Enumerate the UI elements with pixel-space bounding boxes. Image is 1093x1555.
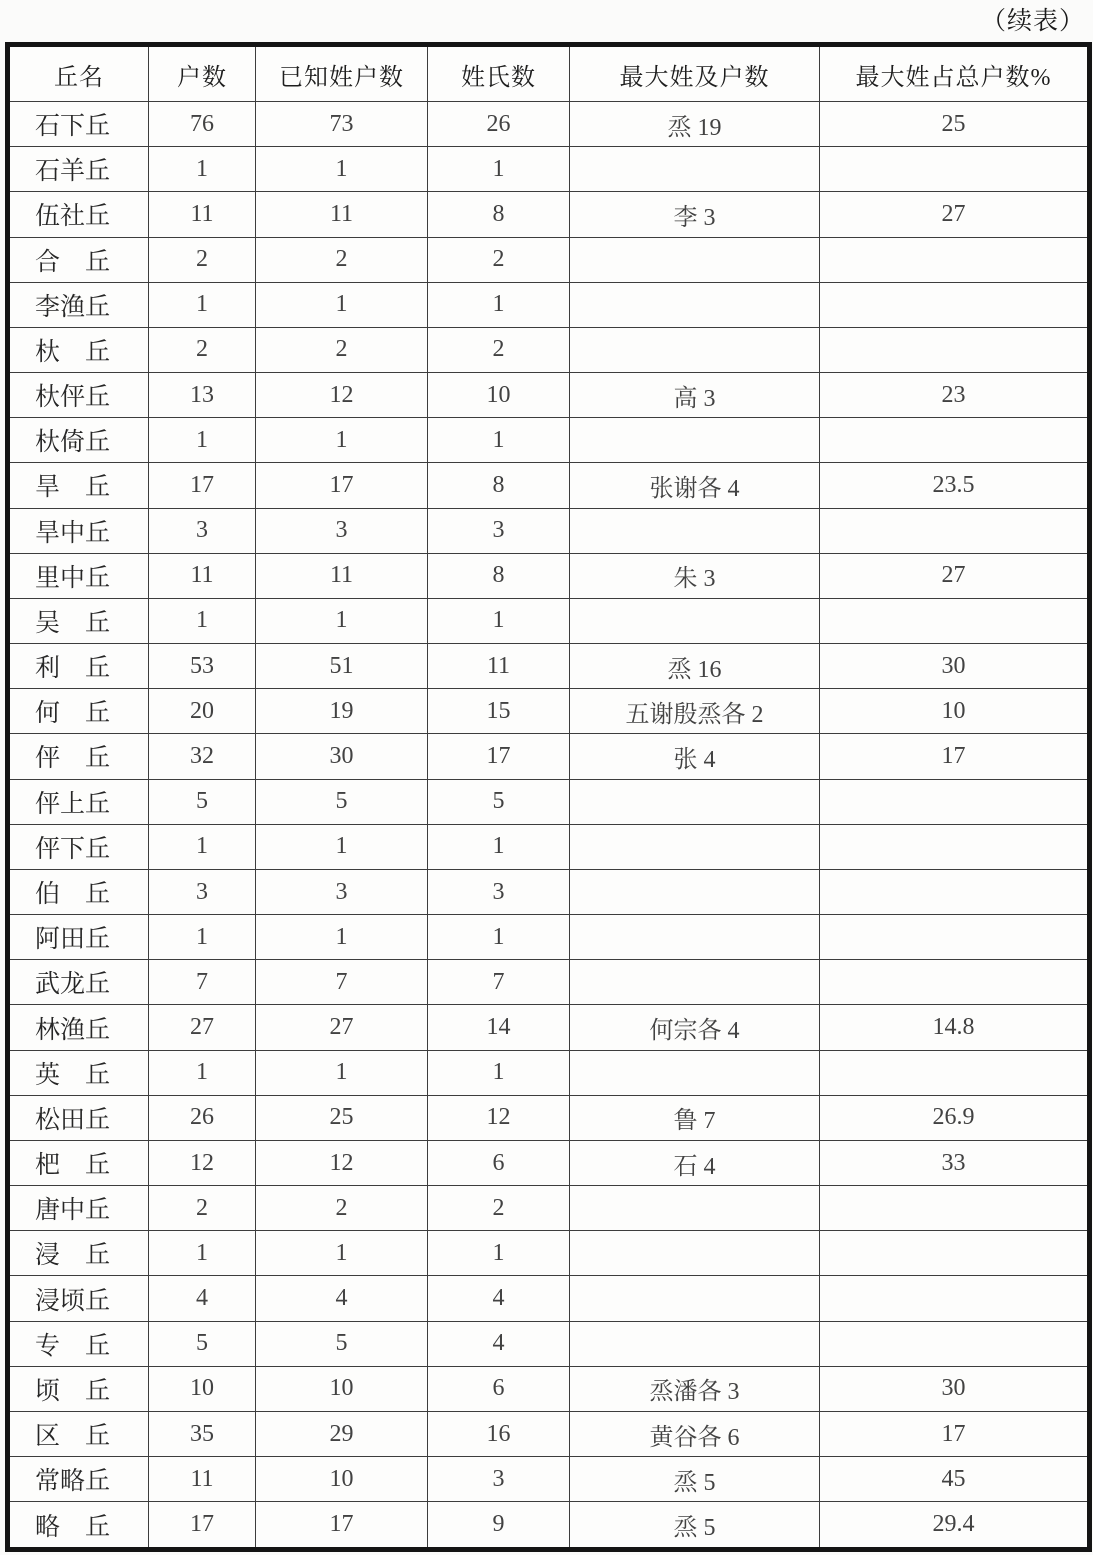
- table-row: [8, 373, 1090, 418]
- cell-largest-surname-and-households: [570, 237, 820, 282]
- cell-largest-surname-and-households: [570, 418, 820, 463]
- cell-households: 35: [149, 1411, 256, 1456]
- cell-households: 7: [149, 960, 256, 1005]
- cell-surname-count: 5: [428, 779, 570, 824]
- cell-households: 53: [149, 644, 256, 689]
- table-row: [8, 508, 1090, 553]
- cell-households: 2: [149, 1186, 256, 1231]
- cell-households: 1: [149, 1050, 256, 1095]
- cell-surname-count: 2: [428, 237, 570, 282]
- cell-largest-surname-pct: [820, 147, 1090, 192]
- cell-hill-name: 石羊丘: [8, 147, 149, 192]
- cell-largest-surname-and-households: [570, 147, 820, 192]
- table-row: [8, 598, 1090, 643]
- cell-surname-count: 1: [428, 1231, 570, 1276]
- cell-known-surname-households: 2: [256, 1186, 428, 1231]
- cell-surname-count: 1: [428, 1050, 570, 1095]
- cell-largest-surname-and-households: [570, 915, 820, 960]
- col-header-known-surname-households: 已知姓户数: [256, 45, 428, 102]
- cell-known-surname-households: 29: [256, 1411, 428, 1456]
- cell-largest-surname-and-households: [570, 508, 820, 553]
- cell-known-surname-households: 5: [256, 779, 428, 824]
- continued-table-label: （续表）: [980, 8, 1085, 35]
- cell-largest-surname-and-households: [570, 1276, 820, 1321]
- cell-surname-count: 1: [428, 824, 570, 869]
- table-row: [8, 1140, 1090, 1185]
- cell-surname-count: 3: [428, 869, 570, 914]
- cell-hill-name: 英 丘: [8, 1050, 149, 1095]
- cell-largest-surname-pct: 17: [820, 1411, 1090, 1456]
- cell-hill-name: 阿田丘: [8, 915, 149, 960]
- cell-known-surname-households: 11: [256, 192, 428, 237]
- cell-households: 2: [149, 327, 256, 372]
- cell-surname-count: 8: [428, 192, 570, 237]
- table-row: [8, 869, 1090, 914]
- cell-largest-surname-and-households: [570, 1321, 820, 1366]
- cell-largest-surname-and-households: 黄谷各 6: [570, 1411, 820, 1456]
- surname-statistics-table: [5, 42, 1092, 1552]
- table-row: [8, 1231, 1090, 1276]
- cell-known-surname-households: 1: [256, 824, 428, 869]
- cell-hill-name: 林渔丘: [8, 1005, 149, 1050]
- cell-known-surname-households: 17: [256, 1502, 428, 1550]
- table-row: [8, 915, 1090, 960]
- cell-largest-surname-and-households: 张 4: [570, 734, 820, 779]
- cell-largest-surname-and-households: 烝 5: [570, 1457, 820, 1502]
- cell-households: 1: [149, 147, 256, 192]
- cell-known-surname-households: 10: [256, 1366, 428, 1411]
- cell-hill-name: 略 丘: [8, 1502, 149, 1550]
- cell-known-surname-households: 1: [256, 418, 428, 463]
- cell-largest-surname-and-households: 张谢各 4: [570, 463, 820, 508]
- cell-households: 2: [149, 237, 256, 282]
- cell-surname-count: 6: [428, 1366, 570, 1411]
- table-row: [8, 644, 1090, 689]
- cell-households: 1: [149, 282, 256, 327]
- cell-surname-count: 14: [428, 1005, 570, 1050]
- cell-largest-surname-and-households: 鲁 7: [570, 1095, 820, 1140]
- cell-largest-surname-and-households: 烝潘各 3: [570, 1366, 820, 1411]
- cell-households: 20: [149, 689, 256, 734]
- cell-hill-name: 合 丘: [8, 237, 149, 282]
- cell-largest-surname-and-households: 何宗各 4: [570, 1005, 820, 1050]
- cell-known-surname-households: 51: [256, 644, 428, 689]
- cell-hill-name: 常略丘: [8, 1457, 149, 1502]
- cell-largest-surname-pct: 17: [820, 734, 1090, 779]
- cell-households: 32: [149, 734, 256, 779]
- table-row: [8, 824, 1090, 869]
- cell-largest-surname-pct: 25: [820, 102, 1090, 147]
- table-row: [8, 147, 1090, 192]
- cell-surname-count: 7: [428, 960, 570, 1005]
- cell-largest-surname-pct: [820, 508, 1090, 553]
- cell-hill-name: 顷 丘: [8, 1366, 149, 1411]
- cell-hill-name: 伯 丘: [8, 869, 149, 914]
- cell-known-surname-households: 27: [256, 1005, 428, 1050]
- table-header: [8, 45, 1090, 102]
- cell-largest-surname-pct: 26.9: [820, 1095, 1090, 1140]
- header-row: [8, 45, 1090, 102]
- cell-surname-count: 4: [428, 1321, 570, 1366]
- table-row: [8, 734, 1090, 779]
- cell-surname-count: 26: [428, 102, 570, 147]
- table-body: [8, 102, 1090, 1550]
- cell-largest-surname-and-households: 朱 3: [570, 553, 820, 598]
- cell-known-surname-households: 73: [256, 102, 428, 147]
- cell-hill-name: 专 丘: [8, 1321, 149, 1366]
- cell-known-surname-households: 1: [256, 282, 428, 327]
- cell-largest-surname-and-households: [570, 779, 820, 824]
- cell-hill-name: 区 丘: [8, 1411, 149, 1456]
- cell-largest-surname-pct: [820, 779, 1090, 824]
- table-row: [8, 102, 1090, 147]
- cell-surname-count: 10: [428, 373, 570, 418]
- cell-largest-surname-pct: 45: [820, 1457, 1090, 1502]
- cell-surname-count: 8: [428, 463, 570, 508]
- table-row: [8, 1411, 1090, 1456]
- cell-known-surname-households: 2: [256, 327, 428, 372]
- cell-surname-count: 1: [428, 915, 570, 960]
- cell-known-surname-households: 5: [256, 1321, 428, 1366]
- cell-largest-surname-pct: [820, 1231, 1090, 1276]
- table-row: [8, 1095, 1090, 1140]
- cell-households: 1: [149, 1231, 256, 1276]
- cell-surname-count: 11: [428, 644, 570, 689]
- cell-largest-surname-pct: [820, 282, 1090, 327]
- table-row: [8, 1366, 1090, 1411]
- cell-largest-surname-and-households: [570, 327, 820, 372]
- table-row: [8, 1005, 1090, 1050]
- cell-largest-surname-pct: 10: [820, 689, 1090, 734]
- cell-largest-surname-and-households: [570, 282, 820, 327]
- cell-surname-count: 3: [428, 1457, 570, 1502]
- cell-largest-surname-pct: [820, 237, 1090, 282]
- cell-hill-name: 杕倚丘: [8, 418, 149, 463]
- cell-known-surname-households: 2: [256, 237, 428, 282]
- cell-known-surname-households: 3: [256, 508, 428, 553]
- col-header-households: 户数: [149, 45, 256, 102]
- cell-largest-surname-pct: [820, 1321, 1090, 1366]
- cell-largest-surname-pct: [820, 598, 1090, 643]
- cell-largest-surname-and-households: 烝 19: [570, 102, 820, 147]
- cell-known-surname-households: 17: [256, 463, 428, 508]
- cell-largest-surname-pct: [820, 1186, 1090, 1231]
- cell-households: 11: [149, 192, 256, 237]
- cell-households: 13: [149, 373, 256, 418]
- cell-hill-name: 伻下丘: [8, 824, 149, 869]
- cell-households: 3: [149, 508, 256, 553]
- table-row: [8, 1050, 1090, 1095]
- cell-households: 26: [149, 1095, 256, 1140]
- table-row: [8, 282, 1090, 327]
- cell-hill-name: 武龙丘: [8, 960, 149, 1005]
- cell-known-surname-households: 11: [256, 553, 428, 598]
- cell-known-surname-households: 3: [256, 869, 428, 914]
- cell-largest-surname-and-households: [570, 1050, 820, 1095]
- cell-hill-name: 伍社丘: [8, 192, 149, 237]
- cell-hill-name: 唐中丘: [8, 1186, 149, 1231]
- cell-largest-surname-and-households: [570, 1231, 820, 1276]
- col-header-surname-count: 姓氏数: [428, 45, 570, 102]
- table-row: [8, 1321, 1090, 1366]
- cell-largest-surname-pct: [820, 960, 1090, 1005]
- cell-known-surname-households: 7: [256, 960, 428, 1005]
- cell-households: 1: [149, 598, 256, 643]
- cell-households: 12: [149, 1140, 256, 1185]
- cell-largest-surname-pct: 27: [820, 553, 1090, 598]
- cell-surname-count: 15: [428, 689, 570, 734]
- cell-largest-surname-and-households: [570, 598, 820, 643]
- cell-households: 17: [149, 1502, 256, 1550]
- cell-hill-name: 吴 丘: [8, 598, 149, 643]
- cell-largest-surname-and-households: 高 3: [570, 373, 820, 418]
- table-row: [8, 779, 1090, 824]
- cell-largest-surname-and-households: 五谢殷烝各 2: [570, 689, 820, 734]
- table-row: [8, 418, 1090, 463]
- cell-largest-surname-and-households: 烝 16: [570, 644, 820, 689]
- cell-households: 11: [149, 553, 256, 598]
- cell-hill-name: 伻 丘: [8, 734, 149, 779]
- cell-hill-name: 李渔丘: [8, 282, 149, 327]
- cell-largest-surname-and-households: [570, 1186, 820, 1231]
- col-header-largest-surname-pct: 最大姓占总户数%: [820, 45, 1090, 102]
- cell-largest-surname-and-households: 李 3: [570, 192, 820, 237]
- cell-largest-surname-and-households: [570, 824, 820, 869]
- cell-largest-surname-and-households: 石 4: [570, 1140, 820, 1185]
- cell-known-surname-households: 25: [256, 1095, 428, 1140]
- cell-known-surname-households: 12: [256, 1140, 428, 1185]
- table-row: [8, 1276, 1090, 1321]
- table-row: [8, 463, 1090, 508]
- cell-surname-count: 6: [428, 1140, 570, 1185]
- cell-hill-name: 浸 丘: [8, 1231, 149, 1276]
- cell-households: 3: [149, 869, 256, 914]
- cell-surname-count: 3: [428, 508, 570, 553]
- cell-households: 1: [149, 418, 256, 463]
- cell-hill-name: 旱 丘: [8, 463, 149, 508]
- cell-known-surname-households: 1: [256, 915, 428, 960]
- cell-largest-surname-pct: [820, 1276, 1090, 1321]
- cell-households: 4: [149, 1276, 256, 1321]
- cell-largest-surname-pct: 23.5: [820, 463, 1090, 508]
- cell-surname-count: 1: [428, 147, 570, 192]
- cell-largest-surname-pct: 14.8: [820, 1005, 1090, 1050]
- cell-largest-surname-pct: [820, 418, 1090, 463]
- cell-largest-surname-pct: 23: [820, 373, 1090, 418]
- cell-surname-count: 1: [428, 598, 570, 643]
- cell-surname-count: 4: [428, 1276, 570, 1321]
- table-row: [8, 1502, 1090, 1550]
- cell-largest-surname-pct: [820, 915, 1090, 960]
- cell-known-surname-households: 1: [256, 1231, 428, 1276]
- cell-households: 1: [149, 915, 256, 960]
- cell-known-surname-households: 30: [256, 734, 428, 779]
- cell-largest-surname-pct: [820, 327, 1090, 372]
- cell-known-surname-households: 4: [256, 1276, 428, 1321]
- cell-known-surname-households: 1: [256, 1050, 428, 1095]
- cell-known-surname-households: 12: [256, 373, 428, 418]
- cell-hill-name: 伻上丘: [8, 779, 149, 824]
- cell-surname-count: 16: [428, 1411, 570, 1456]
- cell-households: 76: [149, 102, 256, 147]
- table-row: [8, 689, 1090, 734]
- cell-largest-surname-pct: 30: [820, 1366, 1090, 1411]
- col-header-hill-name: 丘名: [8, 45, 149, 102]
- table-row: [8, 1457, 1090, 1502]
- cell-households: 11: [149, 1457, 256, 1502]
- cell-largest-surname-and-households: [570, 960, 820, 1005]
- cell-hill-name: 杕伻丘: [8, 373, 149, 418]
- cell-largest-surname-pct: 27: [820, 192, 1090, 237]
- cell-hill-name: 松田丘: [8, 1095, 149, 1140]
- cell-largest-surname-and-households: [570, 869, 820, 914]
- cell-known-surname-households: 19: [256, 689, 428, 734]
- table-row: [8, 1186, 1090, 1231]
- cell-hill-name: 杷 丘: [8, 1140, 149, 1185]
- cell-hill-name: 石下丘: [8, 102, 149, 147]
- cell-surname-count: 1: [428, 282, 570, 327]
- cell-households: 1: [149, 824, 256, 869]
- cell-households: 5: [149, 779, 256, 824]
- cell-households: 27: [149, 1005, 256, 1050]
- cell-known-surname-households: 1: [256, 147, 428, 192]
- table-row: [8, 237, 1090, 282]
- cell-hill-name: 杕 丘: [8, 327, 149, 372]
- table-row: [8, 553, 1090, 598]
- cell-largest-surname-pct: 33: [820, 1140, 1090, 1185]
- table-row: [8, 192, 1090, 237]
- cell-largest-surname-pct: 29.4: [820, 1502, 1090, 1550]
- cell-households: 10: [149, 1366, 256, 1411]
- cell-hill-name: 里中丘: [8, 553, 149, 598]
- cell-households: 17: [149, 463, 256, 508]
- cell-surname-count: 17: [428, 734, 570, 779]
- cell-largest-surname-and-households: 烝 5: [570, 1502, 820, 1550]
- cell-surname-count: 12: [428, 1095, 570, 1140]
- cell-surname-count: 8: [428, 553, 570, 598]
- cell-largest-surname-pct: [820, 824, 1090, 869]
- table-row: [8, 960, 1090, 1005]
- cell-known-surname-households: 10: [256, 1457, 428, 1502]
- cell-surname-count: 2: [428, 327, 570, 372]
- cell-surname-count: 9: [428, 1502, 570, 1550]
- cell-known-surname-households: 1: [256, 598, 428, 643]
- cell-hill-name: 浸顷丘: [8, 1276, 149, 1321]
- cell-surname-count: 2: [428, 1186, 570, 1231]
- table-row: [8, 327, 1090, 372]
- cell-hill-name: 利 丘: [8, 644, 149, 689]
- cell-largest-surname-pct: [820, 869, 1090, 914]
- col-header-largest-surname-and-households: 最大姓及户数: [570, 45, 820, 102]
- cell-largest-surname-pct: 30: [820, 644, 1090, 689]
- cell-surname-count: 1: [428, 418, 570, 463]
- cell-households: 5: [149, 1321, 256, 1366]
- cell-largest-surname-pct: [820, 1050, 1090, 1095]
- cell-hill-name: 何 丘: [8, 689, 149, 734]
- cell-hill-name: 旱中丘: [8, 508, 149, 553]
